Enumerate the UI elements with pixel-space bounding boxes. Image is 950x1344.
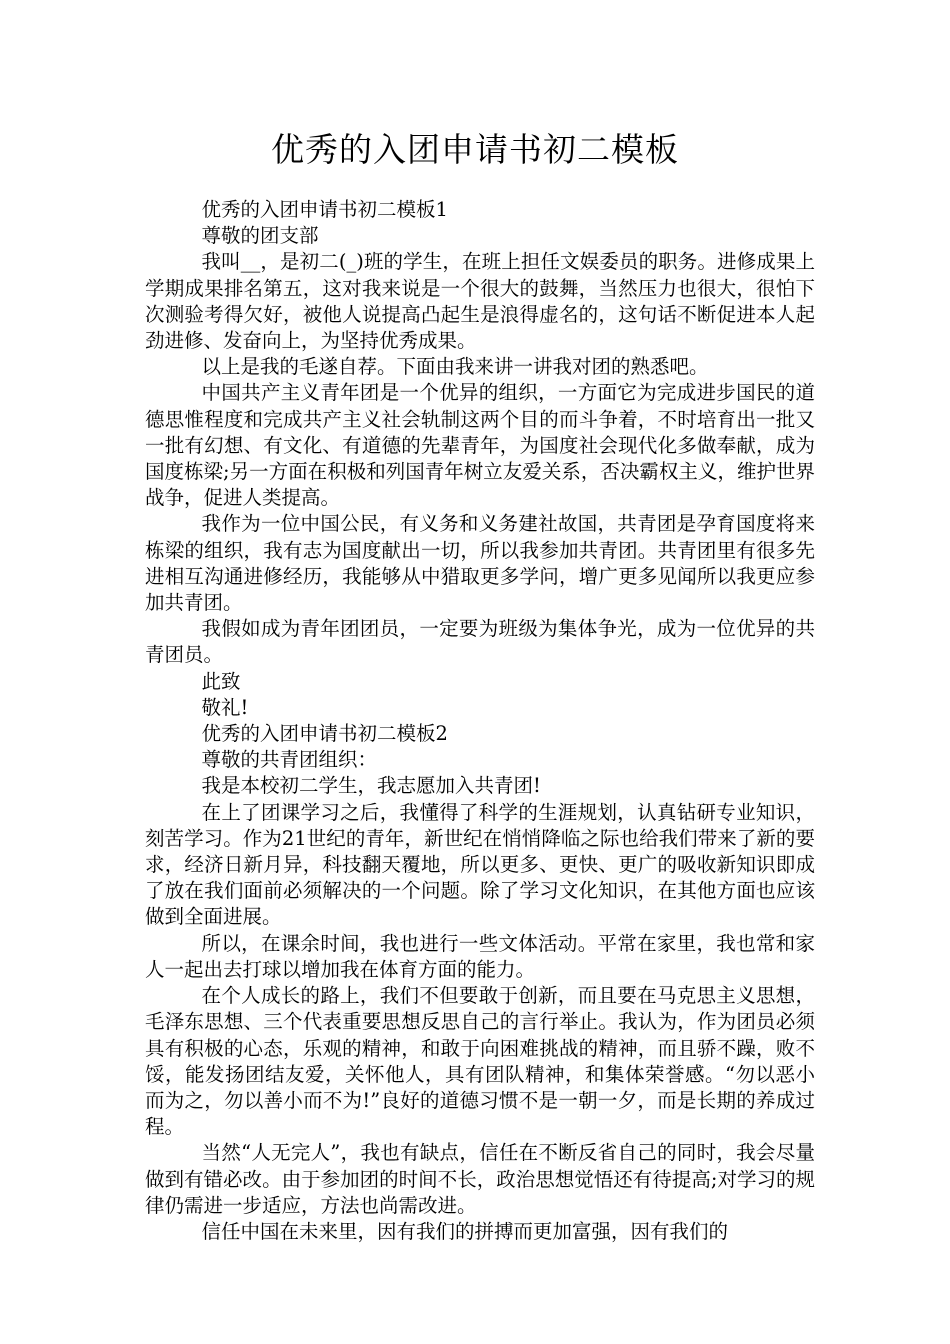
section-heading-1: 优秀的入团申请书初二模板1 <box>201 198 448 221</box>
paragraph: 我是本校初二学生，我志愿加入共青团! <box>201 774 541 798</box>
document-body <box>145 197 815 1245</box>
paragraph: 在个人成长的路上，我们不但要敢于创新，而且要在马克思主义思想，毛泽东思想、三个代表重要思想反思自己的言行举止。我认为，作为团员必须具有积极的心态，乐观的精神，和敢于向困难挑战的精神，而且骄不躁，败不馁，能发扬团结友爱，关怀他人，具有团队精神，和集体荣誉感。“勿以恶小而为之，勿以善小而不为!”良好的道德习惯不是一朝一夕，而是长期的养成过程。 <box>145 984 815 1139</box>
document-title: 优秀的入团申请书初二模板 <box>271 130 679 169</box>
paragraph: 当然“人无完人”，我也有缺点，信任在不断反省自己的同时，我会尽量做到有错必改。由于参加团的时间不长，政治思想觉悟还有待提高;对学习的规律仍需进一步适应，方法也尚需改进。 <box>145 1141 815 1217</box>
paragraph: 我假如成为青年团团员，一定要为班级为集体争光，成为一位优异的共青团员。 <box>145 617 815 667</box>
paragraph: 我叫__，是初二(_)班的学生，在班上担任文娱委员的职务。进修成果上学期成果排名第五，这对我来说是一个很大的鼓舞，当然压力也很大，很怕下次测验考得欠好，被他人说提高凸起生是浪得虚名的，这句话不断促进本人起劲进修、发奋向上，为坚持优秀成果。 <box>145 250 815 353</box>
salutation: 尊敬的共青团组织： <box>201 748 378 772</box>
paragraph: 我作为一位中国公民，有义务和义务建社故国，共青团是孕育国度将来栋梁的组织，我有志为国度献出一切，所以我参加共青团。共青团里有很多先进相互沟通进修经历，我能够从中猎取更多学问，增广更多见闻所以我更应参加共青团。 <box>145 512 815 615</box>
salutation: 尊敬的团支部 <box>201 224 319 248</box>
paragraph: 所以，在课余时间，我也进行一些文体活动。平常在家里，我也常和家人一起出去打球以增加我在体育方面的能力。 <box>145 931 815 981</box>
paragraph: 信任中国在未来里，因有我们的拼搏而更加富强，因有我们的 <box>201 1219 729 1243</box>
paragraph: 在上了团课学习之后，我懂得了科学的生涯规划，认真钻研专业知识，刻苦学习。作为21世纪的青年，新世纪在悄悄降临之际也给我们带来了新的要求，经济日新月异，科技翻天覆地，所以更多、更快、更广的吸收新知识即成了放在我们面前必须解决的一个问题。除了学习文化知识，在其他方面也应该做到全面进展。 <box>145 800 815 929</box>
paragraph: 以上是我的毛遂自荐。下面由我来讲一讲我对团的熟悉吧。 <box>201 355 709 379</box>
closing-line: 敬礼! <box>201 695 249 719</box>
section-heading-2: 优秀的入团申请书初二模板2 <box>201 722 448 746</box>
paragraph: 中国共产主义青年团是一个优异的组织，一方面它为完成进步国民的道德思惟程度和完成共产主义社会轨制这两个目的而斗争着，不时培育出一批又一批有幻想、有文化、有道德的先辈青年，为国度社会现代化多做奉献，成为国度栋梁;另一方面在积极和列国青年树立友爱关系，否决霸权主义，维护世界战争，促进人类提高。 <box>145 381 815 510</box>
closing-line: 此致 <box>201 669 241 693</box>
